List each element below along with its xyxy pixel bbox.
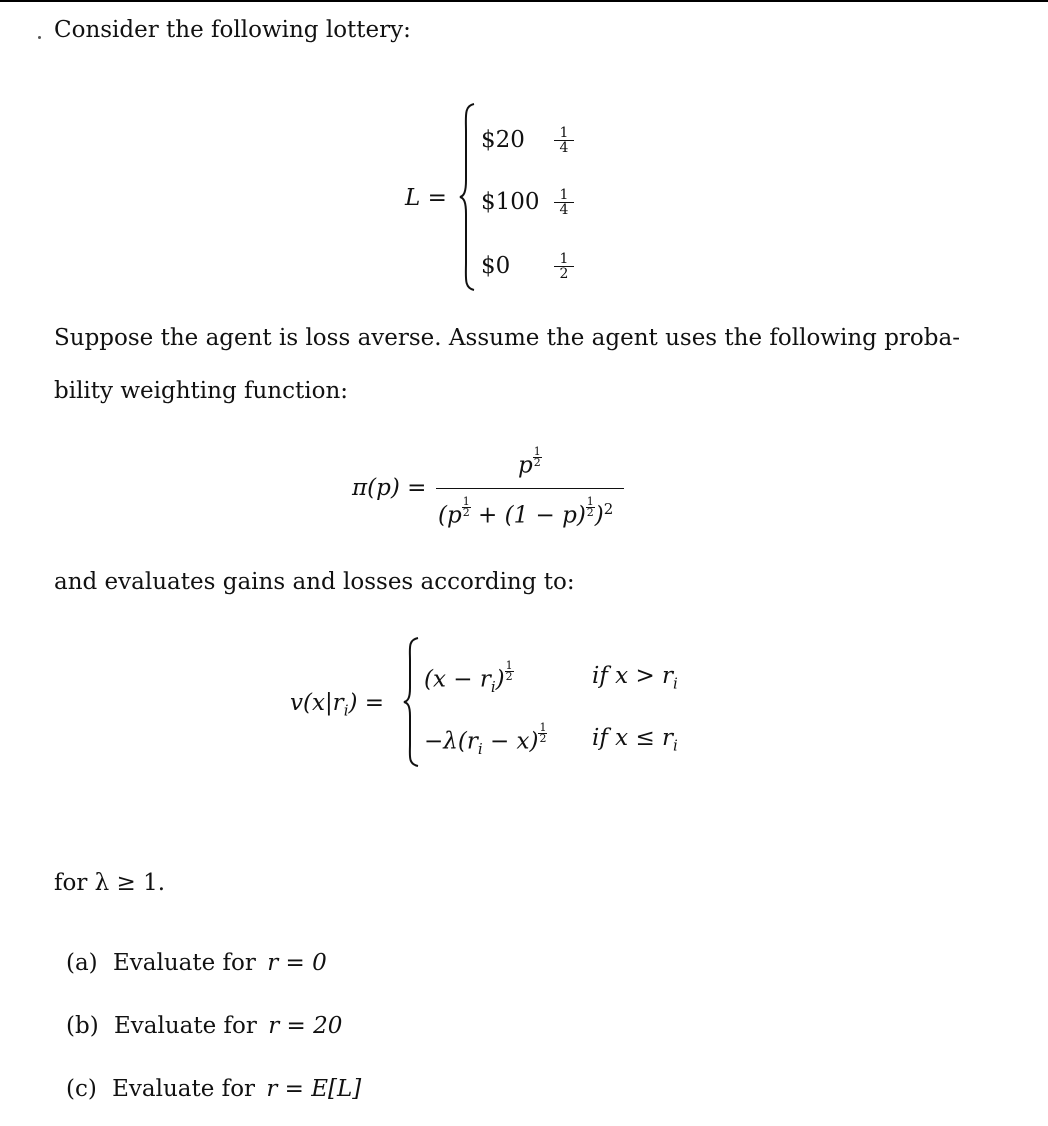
value-cond-loss: if $x \le r_i$ — [592, 725, 678, 755]
part-label: (b) — [66, 1013, 99, 1039]
part-text: Evaluate for — [113, 1013, 257, 1039]
weighting-numerator: p $\frac{1}{2}$ — [518, 445, 541, 479]
lottery-prob-3: $\frac{1}{2}$ — [554, 252, 574, 281]
weighting-lhs: π(p) = — [352, 475, 427, 501]
weighting-denominator: (p $\frac{1}{2}$ + (1 − p) $\frac{1}{2}$ )$^2$ — [438, 495, 614, 529]
intro-text: Consider the following lottery: — [54, 17, 411, 43]
lottery-lhs: L = — [405, 185, 447, 211]
part-text: Evaluate for — [112, 1076, 256, 1102]
part-label: (a) — [66, 950, 98, 976]
part-item — [66, 1074, 361, 1104]
part-expression: r = E[L] — [266, 1076, 362, 1102]
paragraph-evaluates: and evaluates gains and losses according to: — [54, 569, 575, 595]
paragraph-loss-averse-line2: bility weighting function: — [54, 378, 349, 404]
lottery-prob-1: $\frac{1}{4}$ — [554, 126, 574, 155]
part-label: (c) — [66, 1076, 97, 1102]
part-item — [66, 948, 327, 978]
lottery-amount-3: $0 — [481, 253, 511, 279]
value-lhs: $v(x|r_i)$ = — [290, 690, 385, 720]
lambda-condition: for λ ≥ 1. — [54, 870, 166, 896]
paragraph-loss-averse-line1: Suppose the agent is loss averse. Assume the agent uses the following proba- — [54, 325, 960, 351]
part-item — [66, 1011, 342, 1041]
value-brace — [402, 636, 420, 768]
top-rule — [0, 0, 1048, 2]
lottery-brace — [458, 102, 476, 292]
margin-dot — [38, 36, 41, 39]
value-cond-gain: if $x > r_i$ — [592, 663, 678, 693]
lottery-amount-1: $20 — [481, 127, 525, 153]
lottery-amount-2: $100 — [481, 189, 540, 215]
value-case-loss: $-\lambda(r_i - x)$ $\frac{1}{2}$ — [424, 721, 547, 759]
lottery-prob-2: $\frac{1}{4}$ — [554, 188, 574, 217]
weighting-fraction-bar — [436, 488, 624, 489]
part-expression: r = 0 — [267, 950, 327, 976]
part-text: Evaluate for — [112, 950, 256, 976]
value-case-gain: $(x - r_i)$ $\frac{1}{2}$ — [424, 659, 513, 697]
part-expression: r = 20 — [268, 1013, 343, 1039]
